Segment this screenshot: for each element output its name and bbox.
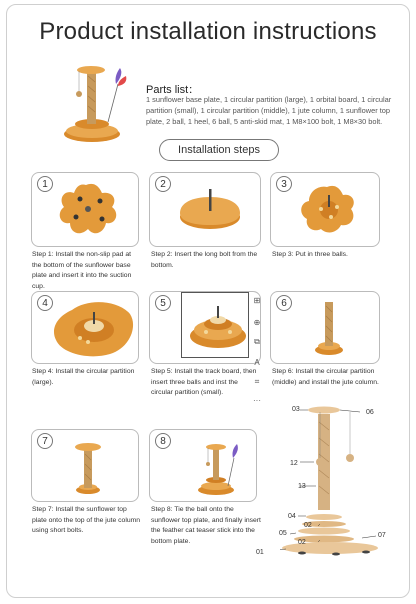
label-02b: 02 bbox=[298, 539, 306, 546]
installation-steps-badge: Installation steps bbox=[159, 139, 279, 161]
step-8-panel bbox=[149, 429, 257, 502]
hero-product-image bbox=[60, 62, 130, 146]
step-3-panel bbox=[270, 172, 380, 247]
step-number: 6 bbox=[276, 295, 292, 311]
zoom-in-icon[interactable]: ⊕ bbox=[253, 317, 261, 327]
label-01: 01 bbox=[256, 549, 264, 556]
step-number: 3 bbox=[276, 176, 292, 192]
step-1-image bbox=[32, 173, 139, 247]
step-6-panel bbox=[270, 291, 380, 364]
step-7-caption: Step 7: Install the sunflower top plate onto the top of the jute column using short bolts. bbox=[32, 506, 141, 535]
label-05: 05 bbox=[279, 530, 287, 537]
step-number: 8 bbox=[155, 433, 171, 449]
step-6-caption: Step 6: Install the circular partition (middle) and install the jute column. bbox=[272, 368, 379, 386]
step-7-panel bbox=[31, 429, 139, 502]
step-4-image bbox=[32, 292, 139, 364]
step-1-caption: Step 1: Install the non-slip pad at the bottom of the sunflower base plate and insert it into the suction cup. bbox=[32, 251, 132, 290]
step-2-caption: Step 2: Insert the long bolt from the bottom. bbox=[151, 251, 258, 269]
page-title: Product installation instructions bbox=[39, 18, 377, 45]
label-07: 07 bbox=[378, 532, 386, 539]
step-4-panel bbox=[31, 291, 139, 364]
label-13: 13 bbox=[298, 483, 306, 490]
step-2-image bbox=[150, 173, 261, 247]
scan-icon[interactable]: ⌗ bbox=[254, 377, 260, 386]
parts-list-heading: Parts list： bbox=[146, 84, 200, 96]
text-icon[interactable]: A bbox=[254, 357, 260, 367]
step-number: 5 bbox=[155, 295, 171, 311]
copy-icon[interactable]: ⧉ bbox=[254, 337, 260, 346]
step-7-image bbox=[32, 430, 139, 502]
label-03: 03 bbox=[292, 406, 300, 413]
floating-toolbar bbox=[249, 294, 265, 406]
parts-list-text: 1 sunflower base plate, 1 circular partition (large), 1 orbital board, 1 circular partition (small), 1 circular partition (middle), 1 jute column, 1 sunflower top plate, 2 ball, 1 heel, 6 ball, 5 anti-skid mat, 1 M8×100 bolt, 1 M8×30 bolt. bbox=[146, 95, 392, 127]
selection-box bbox=[181, 292, 249, 358]
step-number: 7 bbox=[37, 433, 53, 449]
label-12: 12 bbox=[290, 460, 298, 467]
translate-icon[interactable]: ⊞ bbox=[253, 295, 261, 305]
step-5-caption: Step 5: Install the track board, then insert three balls and inst the circular partition (small). bbox=[151, 368, 257, 397]
step-1-panel bbox=[31, 172, 139, 247]
step-number: 2 bbox=[155, 176, 171, 192]
step-number: 1 bbox=[37, 176, 53, 192]
label-02a: 02 bbox=[304, 522, 312, 529]
step-6-image bbox=[271, 292, 380, 364]
step-4-caption: Step 4: Install the circular partition (large). bbox=[32, 368, 135, 386]
label-06: 06 bbox=[366, 409, 374, 416]
step-3-image bbox=[271, 173, 380, 247]
step-2-panel bbox=[149, 172, 261, 247]
step-number: 4 bbox=[37, 295, 53, 311]
label-04: 04 bbox=[288, 513, 296, 520]
step-3-caption: Step 3: Put in three balls. bbox=[272, 251, 348, 258]
step-8-image bbox=[150, 430, 257, 502]
step-8-caption: Step 8: Tie the ball onto the sunflower top plate, and finally insert the feather cat teaser stick into the bottom plate. bbox=[151, 506, 261, 545]
more-icon[interactable]: ··· bbox=[253, 395, 261, 405]
